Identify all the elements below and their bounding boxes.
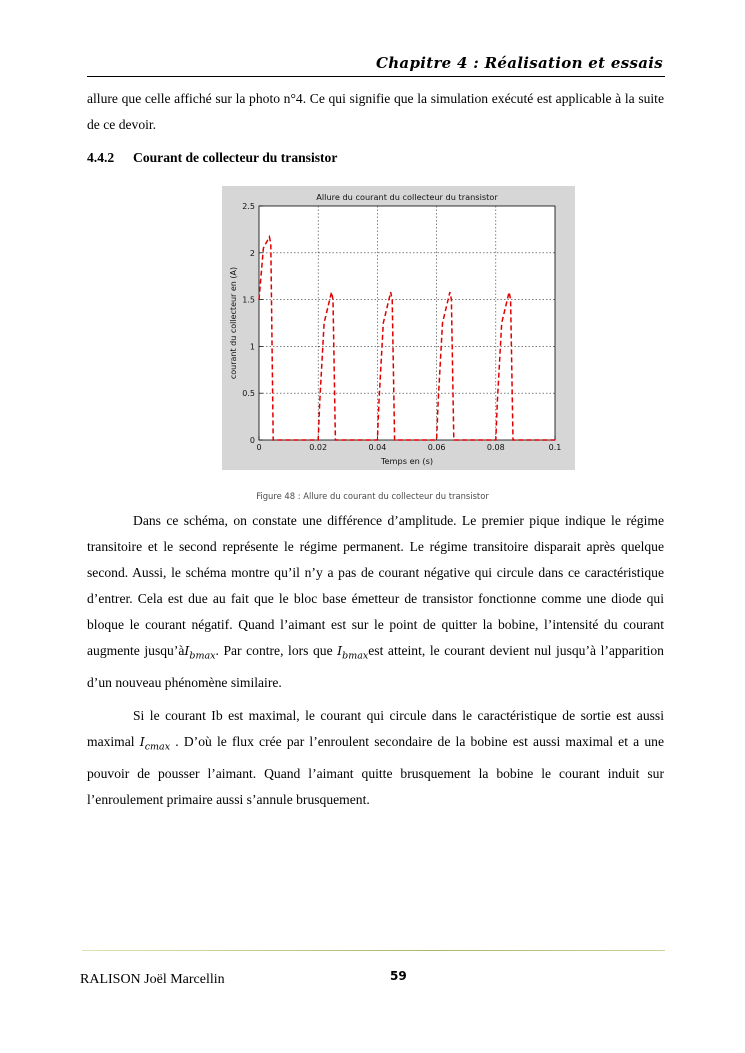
section-heading [87,150,337,166]
y-tick-label: 0.5 [242,389,255,399]
math-ibmax-2 [337,643,369,662]
x-tick-label: 0.08 [486,443,505,452]
math-icmax [139,734,171,753]
math-ibmax-1-base: I [184,643,190,658]
x-tick-label: 0.1 [548,443,562,452]
y-tick-label: 1 [249,342,255,352]
p1-text-c: est atteint, le courant devient nul jusqu’à l’apparition d’un nouveau phénomène similaire. [87,643,664,690]
p1-text-b: . Par contre, lors que [215,643,338,658]
math-icmax-sub: cmax [144,741,171,753]
x-tick-label: 0 [256,443,262,452]
page-number: 59 [390,969,407,983]
math-icmax-base: I [139,734,145,749]
x-tick-label: 0.02 [309,443,328,452]
y-tick-label: 2 [249,248,255,258]
section-title: Courant de collecteur du transistor [133,150,338,165]
x-tick-label: 0.04 [368,443,387,452]
body-paragraph-1 [87,508,664,696]
p2-text-b: . D’où le flux crée par l’enroulent secondaire de la bobine est aussi maximal et a une pouvoir de pousser l’aimant. Quand l’aimant quitte brusquement la bobine le courant induit sur l’enroulement primaire aussi s’annule brusquement. [87,734,664,807]
math-ibmax-1-sub: bmax [189,650,216,662]
chart-title: Allure du courant du collecteur du transistor [316,192,498,202]
chart-svg [222,186,575,470]
figure-chart [222,186,575,470]
chapter-header: Chapitre 4 : Réalisation et essais [375,54,663,72]
x-tick-label: 0.06 [427,443,446,452]
figure-caption: Figure 48 : Allure du courant du collecteur du transistor [256,491,489,501]
footer-author: RALISON Joël Marcellin [80,972,225,987]
header-divider [87,76,665,77]
chart-ylabel: courant du collecteur en (A) [229,266,238,380]
math-ibmax-1 [184,643,216,662]
chart-xlabel: Temps en (s) [380,456,434,466]
p1-text-a: Dans ce schéma, on constate une différence d’amplitude. Le premier pique indique le régime transitoire et le second représente le régime permanent. Le régime transitoire disparait après quelque second. Aussi, le schéma montre qu’il n’y a pas de courant négative qui circule dans ce caractéristique d’entrer. Cela est due au fait que le bloc base émetteur de transistor fonctionne comme une diode qui bloque le courant négatif. Quand l’aimant est sur le point de quitter la bobine, l’intensité du courant augmente jusqu’à [87,513,664,658]
math-ibmax-2-sub: bmax [342,650,369,662]
footer-divider [82,950,665,951]
body-paragraph-2 [87,703,664,813]
intro-paragraph: allure que celle affiché sur la photo n°4. Ce qui signifie que la simulation exécuté est applicable à la suite de ce devoir. [87,91,664,132]
section-number: 4.4.2 [87,150,115,165]
math-ibmax-2-base: I [337,643,343,658]
p2-text-a: Si le courant Ib est maximal, le courant qui circule dans le caractéristique de sortie est aussi maximal [87,708,664,749]
y-tick-label: 1.5 [242,295,255,305]
y-tick-label: 0 [249,436,255,445]
y-tick-label: 2.5 [242,202,255,211]
plot-area [259,206,555,440]
